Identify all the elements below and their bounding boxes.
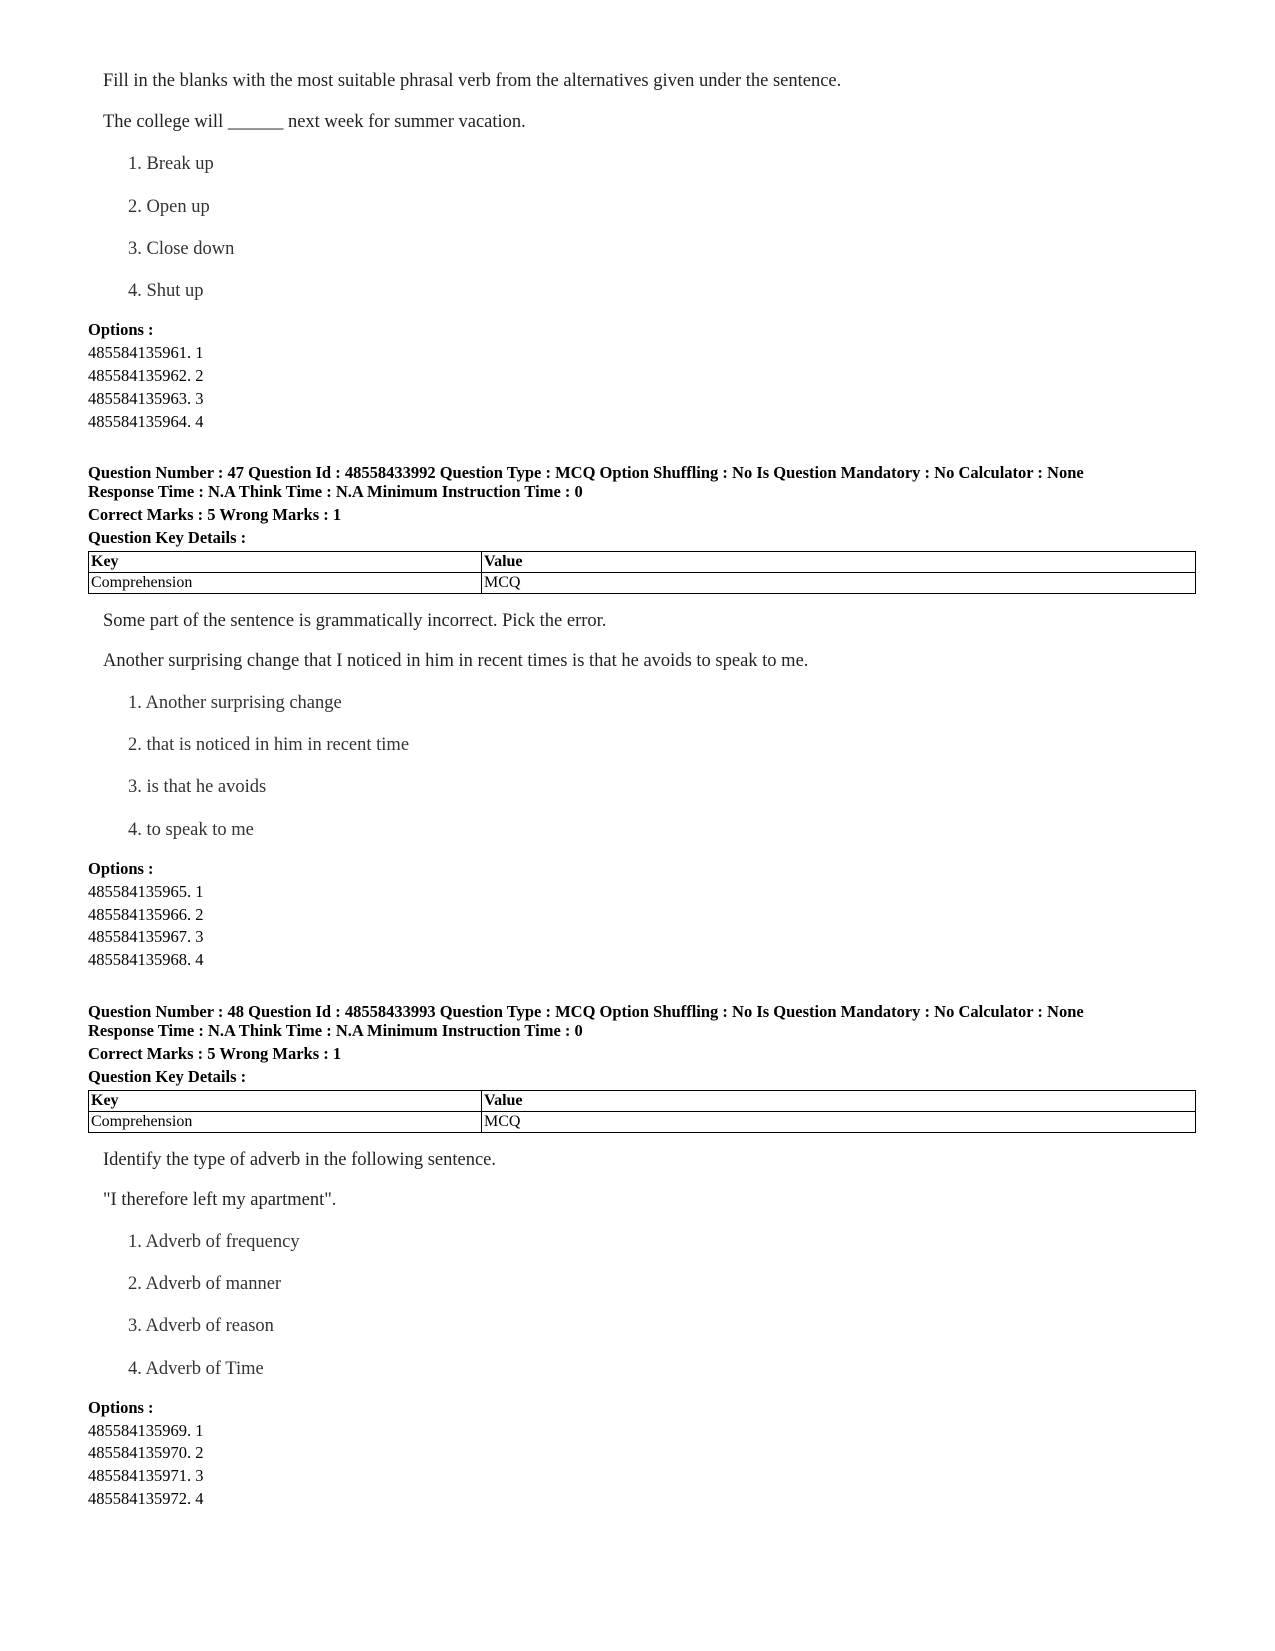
question-meta-line: Response Time : N.A Think Time : N.A Minimum Instruction Time : 0 — [88, 482, 583, 501]
table-header-row — [89, 1091, 1196, 1112]
key-details-table — [88, 551, 1196, 594]
table-header-cell: Key — [89, 552, 482, 573]
question-choice: 3. Close down — [128, 239, 235, 259]
table-cell: MCQ — [482, 1112, 1196, 1133]
key-details-label: Question Key Details : — [88, 528, 247, 547]
key-details-label: Question Key Details : — [88, 1067, 247, 1086]
question-instruction: Identify the type of adverb in the following sentence. — [103, 1150, 496, 1170]
option-id-line: 485584135968. 4 — [88, 950, 204, 969]
question-meta-line: Response Time : N.A Think Time : N.A Minimum Instruction Time : 0 — [88, 1021, 583, 1040]
question-choice: 1. Break up — [128, 154, 214, 174]
question-choice: 4. Shut up — [128, 281, 204, 301]
table-row — [89, 573, 1196, 594]
table-row — [89, 1112, 1196, 1133]
question-choice: 4. to speak to me — [128, 820, 254, 840]
option-id-line: 485584135962. 2 — [88, 366, 204, 385]
question-choice: 2. Open up — [128, 197, 210, 217]
table-cell: Comprehension — [89, 573, 482, 594]
option-id-line: 485584135965. 1 — [88, 882, 204, 901]
question-choice: 1. Adverb of frequency — [128, 1232, 300, 1252]
question-choice: 2. Adverb of manner — [128, 1274, 282, 1294]
question-choice: 2. that is noticed in him in recent time — [128, 735, 410, 755]
option-id-line: 485584135967. 3 — [88, 927, 204, 946]
option-id-line: 485584135972. 4 — [88, 1489, 204, 1508]
table-header-cell: Key — [89, 1091, 482, 1112]
option-id-line: 485584135970. 2 — [88, 1443, 204, 1462]
option-id-line: 485584135961. 1 — [88, 343, 204, 362]
option-id-line: 485584135964. 4 — [88, 412, 204, 431]
question-choice: 1. Another surprising change — [128, 693, 342, 713]
table-cell: Comprehension — [89, 1112, 482, 1133]
option-id-line: 485584135971. 3 — [88, 1466, 204, 1485]
option-id-line: 485584135966. 2 — [88, 905, 204, 924]
table-cell: MCQ — [482, 573, 1196, 594]
option-id-line: 485584135963. 3 — [88, 389, 204, 408]
question-marks: Correct Marks : 5 Wrong Marks : 1 — [88, 1044, 342, 1063]
question-choice: 3. Adverb of reason — [128, 1316, 274, 1336]
key-details-table — [88, 1090, 1196, 1133]
question-choice: 4. Adverb of Time — [128, 1359, 264, 1379]
options-label: Options : — [88, 859, 154, 878]
question-instruction: Fill in the blanks with the most suitable phrasal verb from the alternatives given under the sentence. — [103, 71, 842, 91]
question-instruction: Some part of the sentence is grammatically incorrect. Pick the error. — [103, 611, 607, 631]
table-header-cell: Value — [482, 1091, 1196, 1112]
question-sentence: "I therefore left my apartment". — [103, 1190, 337, 1210]
question-meta-line: Question Number : 48 Question Id : 48558433993 Question Type : MCQ Option Shuffling : No Is Question Mandatory : No Calculator : None — [88, 1002, 1084, 1021]
table-header-row — [89, 552, 1196, 573]
question-choice: 3. is that he avoids — [128, 777, 267, 797]
question-sentence: The college will ______ next week for summer vacation. — [103, 112, 526, 132]
options-label: Options : — [88, 320, 154, 339]
options-label: Options : — [88, 1398, 154, 1417]
question-meta-line: Question Number : 47 Question Id : 48558433992 Question Type : MCQ Option Shuffling : No Is Question Mandatory : No Calculator : None — [88, 463, 1084, 482]
question-sentence: Another surprising change that I noticed in him in recent times is that he avoids to speak to me. — [103, 651, 809, 671]
table-header-cell: Value — [482, 552, 1196, 573]
option-id-line: 485584135969. 1 — [88, 1421, 204, 1440]
question-marks: Correct Marks : 5 Wrong Marks : 1 — [88, 505, 342, 524]
